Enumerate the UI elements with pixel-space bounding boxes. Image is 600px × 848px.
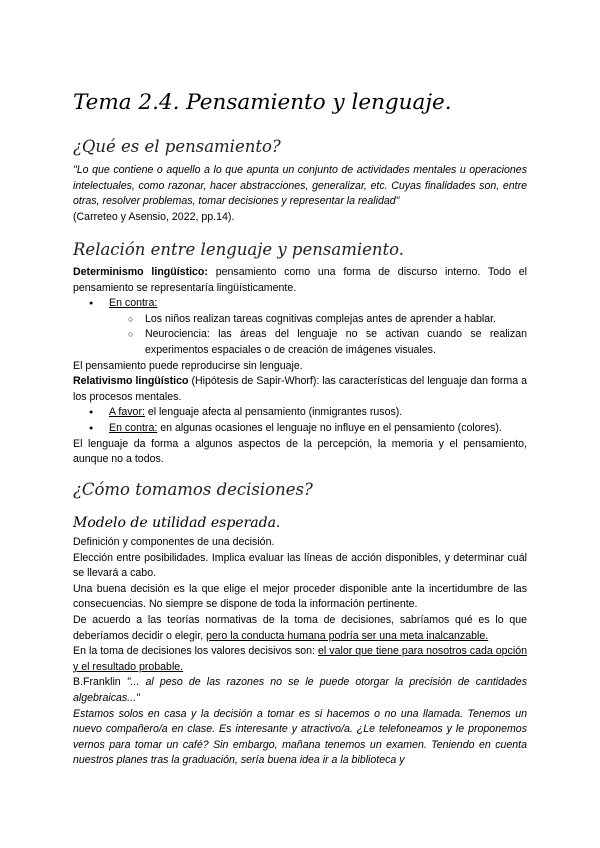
a-favor-label: A favor: bbox=[109, 406, 145, 419]
relativismo-label: Relativismo lingüístico bbox=[73, 375, 189, 388]
list-item-en-contra bbox=[73, 296, 527, 312]
determinismo-label: Determinismo lingüístico: bbox=[73, 266, 208, 278]
teorias-text: De acuerdo a las teorías normativas de la toma de decisiones, sabríamos qué es lo que deberíamos decidir o elegir, bbox=[73, 613, 527, 642]
reproduce-paragraph: El pensamiento puede reproducirse sin lenguaje. bbox=[73, 359, 303, 372]
determinismo-paragraph bbox=[73, 265, 527, 296]
heading-relacion: Relación entre lenguaje y pensamiento. bbox=[73, 240, 405, 259]
en-contra-2-label: En contra: bbox=[109, 421, 158, 434]
quote-block bbox=[73, 163, 527, 225]
valores-text: En la toma de decisiones los valores decisivos son: bbox=[73, 645, 319, 658]
relativismo-paragraph bbox=[73, 374, 527, 405]
heading-decisiones: ¿Cómo tomamos decisiones? bbox=[73, 480, 313, 499]
list-item-a-favor bbox=[73, 405, 527, 421]
citation: (Carreteo y Asensio, 2022, pp.14). bbox=[73, 210, 235, 223]
paragraph-ejemplo: Estamos solos en casa y la decisión a tomar es si hacemos o no una llamada. Tenemos un nuevo compañero/a en clase. Es interesante y atractivo/a. ¿Le telefoneamos y le proponemos vernos para tomar un café? Sin embargo, mañana tenemos un examen. Teniendo en cuenta nuestros planes tras la graduación, sería buena idea ir a la biblioteca y bbox=[73, 707, 527, 767]
paragraph-buena-decision: Una buena decisión es la que elige el mejor proceder disponible ante la incertidumbre de las consecuencias. No siempre se dispone de toda la información pertinente. bbox=[73, 582, 527, 611]
relacion-block bbox=[73, 265, 527, 468]
decisiones-block bbox=[73, 535, 527, 769]
paragraph-eleccion: Elección entre posibilidades. Implica evaluar las líneas de acción disponibles, y determinar cuál se llevará a cabo. bbox=[73, 551, 527, 580]
a-favor-text: el lenguaje afecta al pensamiento (inmigrantes rusos). bbox=[144, 406, 403, 419]
definition-quote: "Lo que contiene o aquello a lo que apunta un conjunto de actividades mentales u operaciones intelectuales, como razonar, hacer abstracciones, generalizar, etc. Cuyas finalidades son, entre otras, resolver problemas, tomar decisiones y representar la realidad" bbox=[73, 164, 527, 208]
relativismo-text: (Hipótesis de Sapir-Whorf): las características del lenguaje dan forma a los procesos mentales. bbox=[73, 375, 527, 403]
valores-underlined: el valor que tiene para nosotros cada opción y el resultado probable. bbox=[73, 645, 527, 673]
page-title: Tema 2.4. Pensamiento y lenguaje. bbox=[73, 90, 452, 115]
relativismo-list bbox=[73, 405, 527, 436]
list-item-ninos: ○ Los niños realizan tareas cognitivas complejas antes de aprender a hablar. bbox=[73, 312, 527, 328]
teorias-underlined: pero la conducta humana podría ser una meta inalcanzable. bbox=[206, 629, 489, 642]
heading-que-es-pensamiento: ¿Qué es el pensamiento? bbox=[73, 137, 281, 156]
subheading-utilidad: Modelo de utilidad esperada. bbox=[73, 515, 281, 531]
closing-paragraph: El lenguaje da forma a algunos aspectos de la percepción, la memoria y el pensamiento, aunque no a todos. bbox=[73, 437, 527, 466]
paragraph-franklin bbox=[73, 675, 527, 706]
determinismo-text: pensamiento como una forma de discurso interno. Todo el pensamiento se representaría lingüísticamente. bbox=[73, 266, 527, 294]
paragraph-teorias bbox=[73, 613, 527, 644]
en-contra-2-text: en algunas ocasiones el lenguaje no influye en el pensamiento (colores). bbox=[157, 421, 502, 434]
paragraph-valores bbox=[73, 644, 527, 675]
list-item-en-contra-2 bbox=[73, 421, 527, 437]
franklin-quote: "... al peso de las razones no se le puede otorgar la precisión de cantidades algebraicas..." bbox=[73, 676, 527, 704]
en-contra-label: En contra: bbox=[109, 297, 158, 310]
determinismo-list bbox=[73, 296, 527, 358]
paragraph-definicion: Definición y componentes de una decisión. bbox=[73, 536, 275, 548]
list-item-neurociencia: ○ Neurociencia: las áreas del lenguaje no se activan cuando se realizan experimentos espaciales o de creación de imágenes visuales. bbox=[73, 327, 527, 358]
franklin-name: B.Franklin bbox=[73, 676, 127, 689]
